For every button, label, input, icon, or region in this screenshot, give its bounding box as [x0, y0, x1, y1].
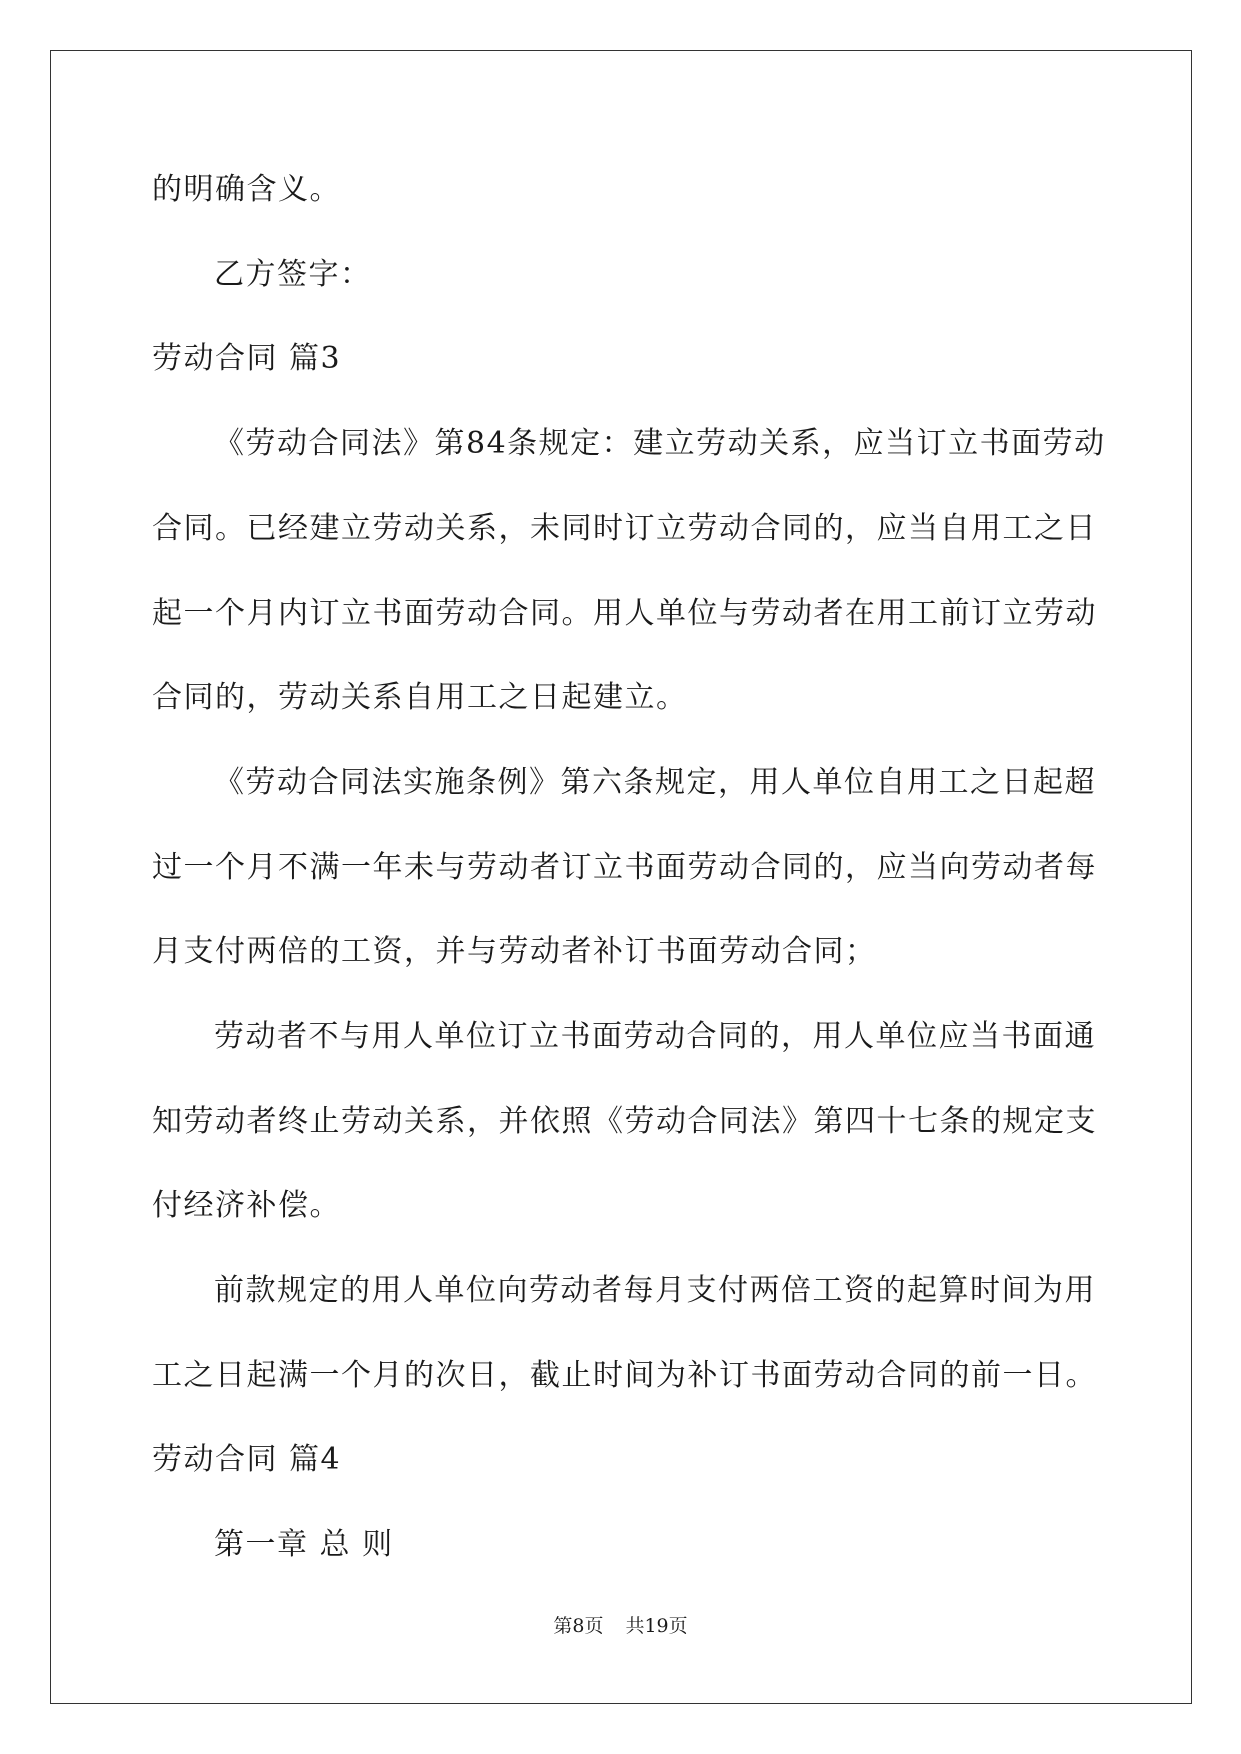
- page-total: 共19页: [625, 1615, 688, 1637]
- chapter-heading: 第一章 总 则: [214, 1527, 394, 1562]
- text-line: 工之日起满一个月的次日，截止时间为补订书面劳动合同的前一日。: [152, 1358, 1097, 1393]
- text-line: 《劳动合同法》第84条规定：建立劳动关系，应当订立书面劳动: [214, 426, 1106, 461]
- section-heading: 劳动合同 篇3: [152, 341, 342, 376]
- text-line: 《劳动合同法实施条例》第六条规定，用人单位自用工之日起超: [214, 765, 1096, 800]
- text-line: 劳动者不与用人单位订立书面劳动合同的，用人单位应当书面通: [214, 1019, 1096, 1054]
- text-line: 合同的，劳动关系自用工之日起建立。: [152, 680, 688, 715]
- text-line: 付经济补偿。: [152, 1188, 341, 1223]
- page-number: 第8页: [553, 1615, 604, 1637]
- text-line: 月支付两倍的工资，并与劳动者补订书面劳动合同；: [152, 934, 877, 969]
- text-line: 起一个月内订立书面劳动合同。用人单位与劳动者在用工前订立劳动: [152, 596, 1097, 631]
- text-line: 前款规定的用人单位向劳动者每月支付两倍工资的起算时间为用: [214, 1273, 1096, 1308]
- text-line: 过一个月不满一年未与劳动者订立书面劳动合同的，应当向劳动者每: [152, 850, 1097, 885]
- text-line: 的明确含义。: [152, 172, 341, 207]
- signature-label: 乙方签字：: [214, 257, 372, 292]
- section-heading: 劳动合同 篇4: [152, 1442, 342, 1477]
- text-line: 知劳动者终止劳动关系，并依照《劳动合同法》第四十七条的规定支: [152, 1104, 1097, 1139]
- page-footer: [0, 1614, 1241, 1638]
- text-line: 合同。已经建立劳动关系，未同时订立劳动合同的，应当自用工之日: [152, 511, 1097, 546]
